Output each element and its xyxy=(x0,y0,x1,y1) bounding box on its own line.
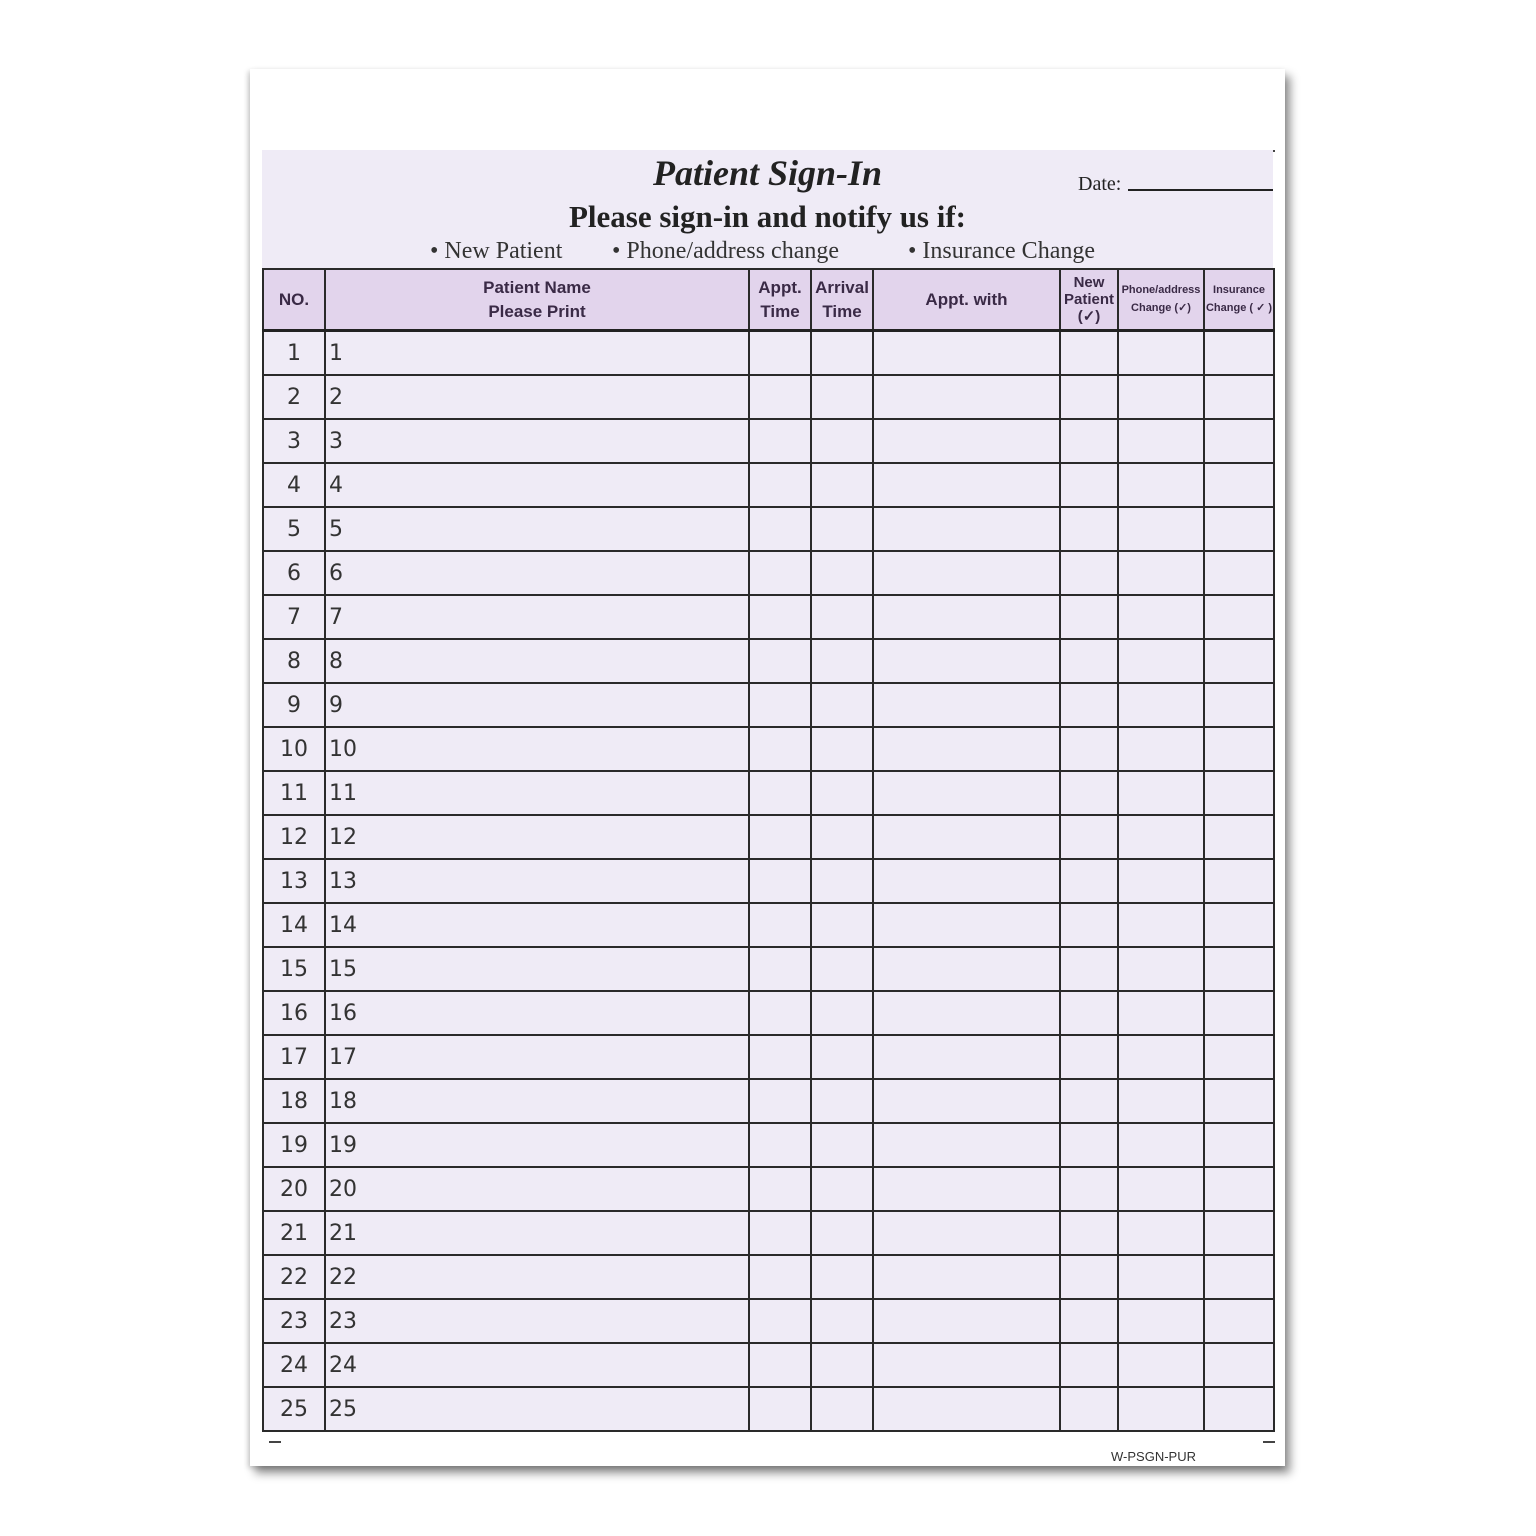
new-patient-cell[interactable] xyxy=(1060,551,1118,595)
arrival-time-cell[interactable] xyxy=(811,991,873,1035)
phone-change-cell[interactable] xyxy=(1118,375,1204,419)
phone-change-cell[interactable] xyxy=(1118,1387,1204,1431)
appt-time-cell[interactable] xyxy=(749,1299,811,1343)
new-patient-cell[interactable] xyxy=(1060,771,1118,815)
row-number: 16 xyxy=(263,991,325,1035)
col-no: NO. xyxy=(263,269,325,331)
new-patient-cell[interactable] xyxy=(1060,419,1118,463)
table-row xyxy=(263,375,1274,419)
new-patient-cell[interactable] xyxy=(1060,331,1118,376)
bullet-new-patient: • New Patient xyxy=(430,238,563,264)
new-patient-cell[interactable] xyxy=(1060,1079,1118,1123)
insurance-change-cell[interactable] xyxy=(1204,375,1274,419)
table-row xyxy=(263,1167,1274,1211)
appt-time-cell[interactable] xyxy=(749,1211,811,1255)
new-patient-cell[interactable] xyxy=(1060,507,1118,551)
appt-with-cell[interactable] xyxy=(873,947,1060,991)
date-field[interactable] xyxy=(1128,189,1273,191)
col-patient-name: Patient Name Please Print xyxy=(325,269,749,331)
table-row xyxy=(263,1387,1274,1431)
arrival-time-cell[interactable] xyxy=(811,859,873,903)
arrival-time-cell[interactable] xyxy=(811,1343,873,1387)
phone-change-cell[interactable] xyxy=(1118,419,1204,463)
col-new-patient: New Patient (✓) xyxy=(1060,269,1118,331)
appt-time-cell[interactable] xyxy=(749,947,811,991)
new-patient-cell[interactable] xyxy=(1060,815,1118,859)
table-row xyxy=(263,419,1274,463)
appt-time-cell[interactable] xyxy=(749,1343,811,1387)
arrival-time-cell[interactable] xyxy=(811,1387,873,1431)
row-number: 3 xyxy=(263,419,325,463)
arrival-time-cell[interactable] xyxy=(811,463,873,507)
appt-with-cell[interactable] xyxy=(873,771,1060,815)
row-number: 12 xyxy=(263,815,325,859)
phone-change-cell[interactable] xyxy=(1118,1079,1204,1123)
table-row xyxy=(263,551,1274,595)
table-row xyxy=(263,903,1274,947)
insurance-change-cell[interactable] xyxy=(1204,1123,1274,1167)
insurance-change-cell[interactable] xyxy=(1204,771,1274,815)
row-number: 11 xyxy=(263,771,325,815)
table-row xyxy=(263,947,1274,991)
appt-time-cell[interactable] xyxy=(749,1123,811,1167)
arrival-time-cell[interactable] xyxy=(811,903,873,947)
patient-name-cell[interactable]: 16 xyxy=(325,991,749,1035)
patient-name-cell[interactable]: 18 xyxy=(325,1079,749,1123)
form-area xyxy=(262,150,1273,1420)
appt-time-cell[interactable] xyxy=(749,639,811,683)
new-patient-cell[interactable] xyxy=(1060,727,1118,771)
appt-with-cell[interactable] xyxy=(873,1211,1060,1255)
patient-name-cell[interactable]: 15 xyxy=(325,947,749,991)
new-patient-cell[interactable] xyxy=(1060,1167,1118,1211)
insurance-change-cell[interactable] xyxy=(1204,859,1274,903)
appt-with-cell[interactable] xyxy=(873,1387,1060,1431)
appt-time-cell[interactable] xyxy=(749,595,811,639)
phone-change-cell[interactable] xyxy=(1118,1211,1204,1255)
arrival-time-cell[interactable] xyxy=(811,639,873,683)
patient-name-cell[interactable]: 21 xyxy=(325,1211,749,1255)
appt-with-cell[interactable] xyxy=(873,507,1060,551)
patient-name-cell[interactable]: 20 xyxy=(325,1167,749,1211)
form-code: W-PSGN-PUR xyxy=(1111,1449,1196,1464)
appt-with-cell[interactable] xyxy=(873,639,1060,683)
insurance-change-cell[interactable] xyxy=(1204,991,1274,1035)
phone-change-cell[interactable] xyxy=(1118,859,1204,903)
table-row xyxy=(263,1343,1274,1387)
phone-change-cell[interactable] xyxy=(1118,771,1204,815)
row-number: 15 xyxy=(263,947,325,991)
insurance-change-cell[interactable] xyxy=(1204,331,1274,376)
appt-with-cell[interactable] xyxy=(873,375,1060,419)
appt-with-cell[interactable] xyxy=(873,595,1060,639)
patient-name-cell[interactable]: 3 xyxy=(325,419,749,463)
arrival-time-cell[interactable] xyxy=(811,595,873,639)
phone-change-cell[interactable] xyxy=(1118,947,1204,991)
appt-with-cell[interactable] xyxy=(873,331,1060,376)
patient-name-cell[interactable]: 23 xyxy=(325,1299,749,1343)
phone-change-cell[interactable] xyxy=(1118,815,1204,859)
appt-time-cell[interactable] xyxy=(749,1035,811,1079)
appt-time-cell[interactable] xyxy=(749,727,811,771)
arrival-time-cell[interactable] xyxy=(811,551,873,595)
new-patient-cell[interactable] xyxy=(1060,1123,1118,1167)
row-number: 14 xyxy=(263,903,325,947)
date-label: Date: xyxy=(1078,173,1122,195)
new-patient-cell[interactable] xyxy=(1060,1343,1118,1387)
appt-time-cell[interactable] xyxy=(749,683,811,727)
row-number: 8 xyxy=(263,639,325,683)
phone-change-cell[interactable] xyxy=(1118,1299,1204,1343)
row-number: 17 xyxy=(263,1035,325,1079)
table-row xyxy=(263,1211,1274,1255)
phone-change-cell[interactable] xyxy=(1118,727,1204,771)
appt-with-cell[interactable] xyxy=(873,551,1060,595)
crop-mark xyxy=(1263,1441,1275,1443)
col-appt-with: Appt. with xyxy=(873,269,1060,331)
appt-with-cell[interactable] xyxy=(873,1255,1060,1299)
appt-time-cell[interactable] xyxy=(749,815,811,859)
new-patient-cell[interactable] xyxy=(1060,1387,1118,1431)
row-number: 2 xyxy=(263,375,325,419)
arrival-time-cell[interactable] xyxy=(811,1167,873,1211)
appt-time-cell[interactable] xyxy=(749,859,811,903)
new-patient-cell[interactable] xyxy=(1060,375,1118,419)
header-row xyxy=(263,269,1274,331)
appt-time-cell[interactable] xyxy=(749,375,811,419)
appt-with-cell[interactable] xyxy=(873,991,1060,1035)
patient-name-cell[interactable]: 6 xyxy=(325,551,749,595)
arrival-time-cell[interactable] xyxy=(811,1211,873,1255)
appt-time-cell[interactable] xyxy=(749,903,811,947)
phone-change-cell[interactable] xyxy=(1118,331,1204,376)
row-number: 1 xyxy=(263,331,325,376)
bullet-insurance: • Insurance Change xyxy=(908,238,1095,264)
appt-time-cell[interactable] xyxy=(749,991,811,1035)
patient-name-cell[interactable]: 8 xyxy=(325,639,749,683)
insurance-change-cell[interactable] xyxy=(1204,1255,1274,1299)
row-number: 25 xyxy=(263,1387,325,1431)
row-number: 24 xyxy=(263,1343,325,1387)
arrival-time-cell[interactable] xyxy=(811,771,873,815)
form-subtitle: Please sign-in and notify us if: xyxy=(568,199,967,234)
patient-name-cell[interactable]: 9 xyxy=(325,683,749,727)
arrival-time-cell[interactable] xyxy=(811,727,873,771)
insurance-change-cell[interactable] xyxy=(1204,1211,1274,1255)
phone-change-cell[interactable] xyxy=(1118,991,1204,1035)
patient-name-cell[interactable]: 17 xyxy=(325,1035,749,1079)
arrival-time-cell[interactable] xyxy=(811,1123,873,1167)
insurance-change-cell[interactable] xyxy=(1204,947,1274,991)
insurance-change-cell[interactable] xyxy=(1204,1035,1274,1079)
insurance-change-cell[interactable] xyxy=(1204,1387,1274,1431)
form-title: Patient Sign-In xyxy=(652,153,883,193)
bullet-phone-address: • Phone/address change xyxy=(612,238,840,264)
row-number: 6 xyxy=(263,551,325,595)
arrival-time-cell[interactable] xyxy=(811,1255,873,1299)
table-row xyxy=(263,507,1274,551)
table-row xyxy=(263,683,1274,727)
table-row xyxy=(263,815,1274,859)
row-number: 10 xyxy=(263,727,325,771)
insurance-change-cell[interactable] xyxy=(1204,683,1274,727)
patient-name-cell[interactable]: 19 xyxy=(325,1123,749,1167)
row-number: 19 xyxy=(263,1123,325,1167)
new-patient-cell[interactable] xyxy=(1060,1035,1118,1079)
new-patient-cell[interactable] xyxy=(1060,683,1118,727)
phone-change-cell[interactable] xyxy=(1118,551,1204,595)
col-insurance-change: Insurance Change ( ✓ ) xyxy=(1204,269,1274,331)
sign-in-table xyxy=(262,268,1275,1432)
table-row xyxy=(263,1255,1274,1299)
insurance-change-cell[interactable] xyxy=(1204,1167,1274,1211)
crop-mark xyxy=(269,1441,281,1443)
appt-time-cell[interactable] xyxy=(749,419,811,463)
appt-with-cell[interactable] xyxy=(873,1123,1060,1167)
appt-with-cell[interactable] xyxy=(873,1035,1060,1079)
appt-time-cell[interactable] xyxy=(749,331,811,376)
table-row xyxy=(263,463,1274,507)
row-number: 4 xyxy=(263,463,325,507)
table-row xyxy=(263,331,1274,376)
arrival-time-cell[interactable] xyxy=(811,331,873,376)
appt-with-cell[interactable] xyxy=(873,903,1060,947)
row-number: 7 xyxy=(263,595,325,639)
sign-in-sheet xyxy=(250,69,1285,1466)
new-patient-cell[interactable] xyxy=(1060,947,1118,991)
appt-time-cell[interactable] xyxy=(749,1387,811,1431)
table-row xyxy=(263,1079,1274,1123)
new-patient-cell[interactable] xyxy=(1060,991,1118,1035)
phone-change-cell[interactable] xyxy=(1118,639,1204,683)
phone-change-cell[interactable] xyxy=(1118,1167,1204,1211)
patient-name-cell[interactable]: 4 xyxy=(325,463,749,507)
new-patient-cell[interactable] xyxy=(1060,1299,1118,1343)
arrival-time-cell[interactable] xyxy=(811,815,873,859)
row-number: 18 xyxy=(263,1079,325,1123)
insurance-change-cell[interactable] xyxy=(1204,1343,1274,1387)
appt-with-cell[interactable] xyxy=(873,463,1060,507)
patient-name-cell[interactable]: 1 xyxy=(325,331,749,376)
row-number: 21 xyxy=(263,1211,325,1255)
insurance-change-cell[interactable] xyxy=(1204,463,1274,507)
phone-change-cell[interactable] xyxy=(1118,683,1204,727)
appt-with-cell[interactable] xyxy=(873,419,1060,463)
patient-name-cell[interactable]: 14 xyxy=(325,903,749,947)
appt-with-cell[interactable] xyxy=(873,1299,1060,1343)
arrival-time-cell[interactable] xyxy=(811,1299,873,1343)
row-number: 23 xyxy=(263,1299,325,1343)
patient-name-cell[interactable]: 13 xyxy=(325,859,749,903)
phone-change-cell[interactable] xyxy=(1118,1035,1204,1079)
appt-time-cell[interactable] xyxy=(749,1167,811,1211)
insurance-change-cell[interactable] xyxy=(1204,507,1274,551)
new-patient-cell[interactable] xyxy=(1060,595,1118,639)
arrival-time-cell[interactable] xyxy=(811,1035,873,1079)
table-row xyxy=(263,727,1274,771)
patient-name-cell[interactable]: 11 xyxy=(325,771,749,815)
phone-change-cell[interactable] xyxy=(1118,1343,1204,1387)
insurance-change-cell[interactable] xyxy=(1204,1299,1274,1343)
phone-change-cell[interactable] xyxy=(1118,1123,1204,1167)
patient-name-cell[interactable]: 12 xyxy=(325,815,749,859)
new-patient-cell[interactable] xyxy=(1060,639,1118,683)
appt-time-cell[interactable] xyxy=(749,507,811,551)
patient-name-cell[interactable]: 22 xyxy=(325,1255,749,1299)
arrival-time-cell[interactable] xyxy=(811,419,873,463)
appt-with-cell[interactable] xyxy=(873,859,1060,903)
row-number: 22 xyxy=(263,1255,325,1299)
new-patient-cell[interactable] xyxy=(1060,903,1118,947)
appt-with-cell[interactable] xyxy=(873,683,1060,727)
arrival-time-cell[interactable] xyxy=(811,1079,873,1123)
patient-name-cell[interactable]: 10 xyxy=(325,727,749,771)
insurance-change-cell[interactable] xyxy=(1204,903,1274,947)
appt-time-cell[interactable] xyxy=(749,771,811,815)
phone-change-cell[interactable] xyxy=(1118,903,1204,947)
arrival-time-cell[interactable] xyxy=(811,507,873,551)
phone-change-cell[interactable] xyxy=(1118,463,1204,507)
table-row xyxy=(263,859,1274,903)
insurance-change-cell[interactable] xyxy=(1204,419,1274,463)
appt-time-cell[interactable] xyxy=(749,1255,811,1299)
arrival-time-cell[interactable] xyxy=(811,375,873,419)
row-number: 13 xyxy=(263,859,325,903)
patient-name-cell[interactable]: 2 xyxy=(325,375,749,419)
table-row xyxy=(263,771,1274,815)
new-patient-cell[interactable] xyxy=(1060,1211,1118,1255)
patient-name-cell[interactable]: 25 xyxy=(325,1387,749,1431)
insurance-change-cell[interactable] xyxy=(1204,551,1274,595)
arrival-time-cell[interactable] xyxy=(811,683,873,727)
phone-change-cell[interactable] xyxy=(1118,1255,1204,1299)
insurance-change-cell[interactable] xyxy=(1204,595,1274,639)
row-number: 9 xyxy=(263,683,325,727)
row-number: 20 xyxy=(263,1167,325,1211)
row-number: 5 xyxy=(263,507,325,551)
appt-time-cell[interactable] xyxy=(749,1079,811,1123)
new-patient-cell[interactable] xyxy=(1060,859,1118,903)
appt-time-cell[interactable] xyxy=(749,551,811,595)
appt-time-cell[interactable] xyxy=(749,463,811,507)
col-phone-address-change: Phone/address Change (✓) xyxy=(1118,269,1204,331)
appt-with-cell[interactable] xyxy=(873,815,1060,859)
appt-with-cell[interactable] xyxy=(873,1167,1060,1211)
appt-with-cell[interactable] xyxy=(873,1343,1060,1387)
insurance-change-cell[interactable] xyxy=(1204,727,1274,771)
table-row xyxy=(263,639,1274,683)
insurance-change-cell[interactable] xyxy=(1204,815,1274,859)
insurance-change-cell[interactable] xyxy=(1204,639,1274,683)
appt-with-cell[interactable] xyxy=(873,727,1060,771)
table-row xyxy=(263,1035,1274,1079)
phone-change-cell[interactable] xyxy=(1118,507,1204,551)
patient-name-cell[interactable]: 5 xyxy=(325,507,749,551)
table-row xyxy=(263,1123,1274,1167)
table-row xyxy=(263,1299,1274,1343)
new-patient-cell[interactable] xyxy=(1060,463,1118,507)
patient-name-cell[interactable]: 7 xyxy=(325,595,749,639)
arrival-time-cell[interactable] xyxy=(811,947,873,991)
insurance-change-cell[interactable] xyxy=(1204,1079,1274,1123)
table-row xyxy=(263,991,1274,1035)
new-patient-cell[interactable] xyxy=(1060,1255,1118,1299)
col-arrival-time: Arrival Time xyxy=(811,269,873,331)
table-row xyxy=(263,595,1274,639)
phone-change-cell[interactable] xyxy=(1118,595,1204,639)
patient-name-cell[interactable]: 24 xyxy=(325,1343,749,1387)
appt-with-cell[interactable] xyxy=(873,1079,1060,1123)
col-appt-time: Appt. Time xyxy=(749,269,811,331)
